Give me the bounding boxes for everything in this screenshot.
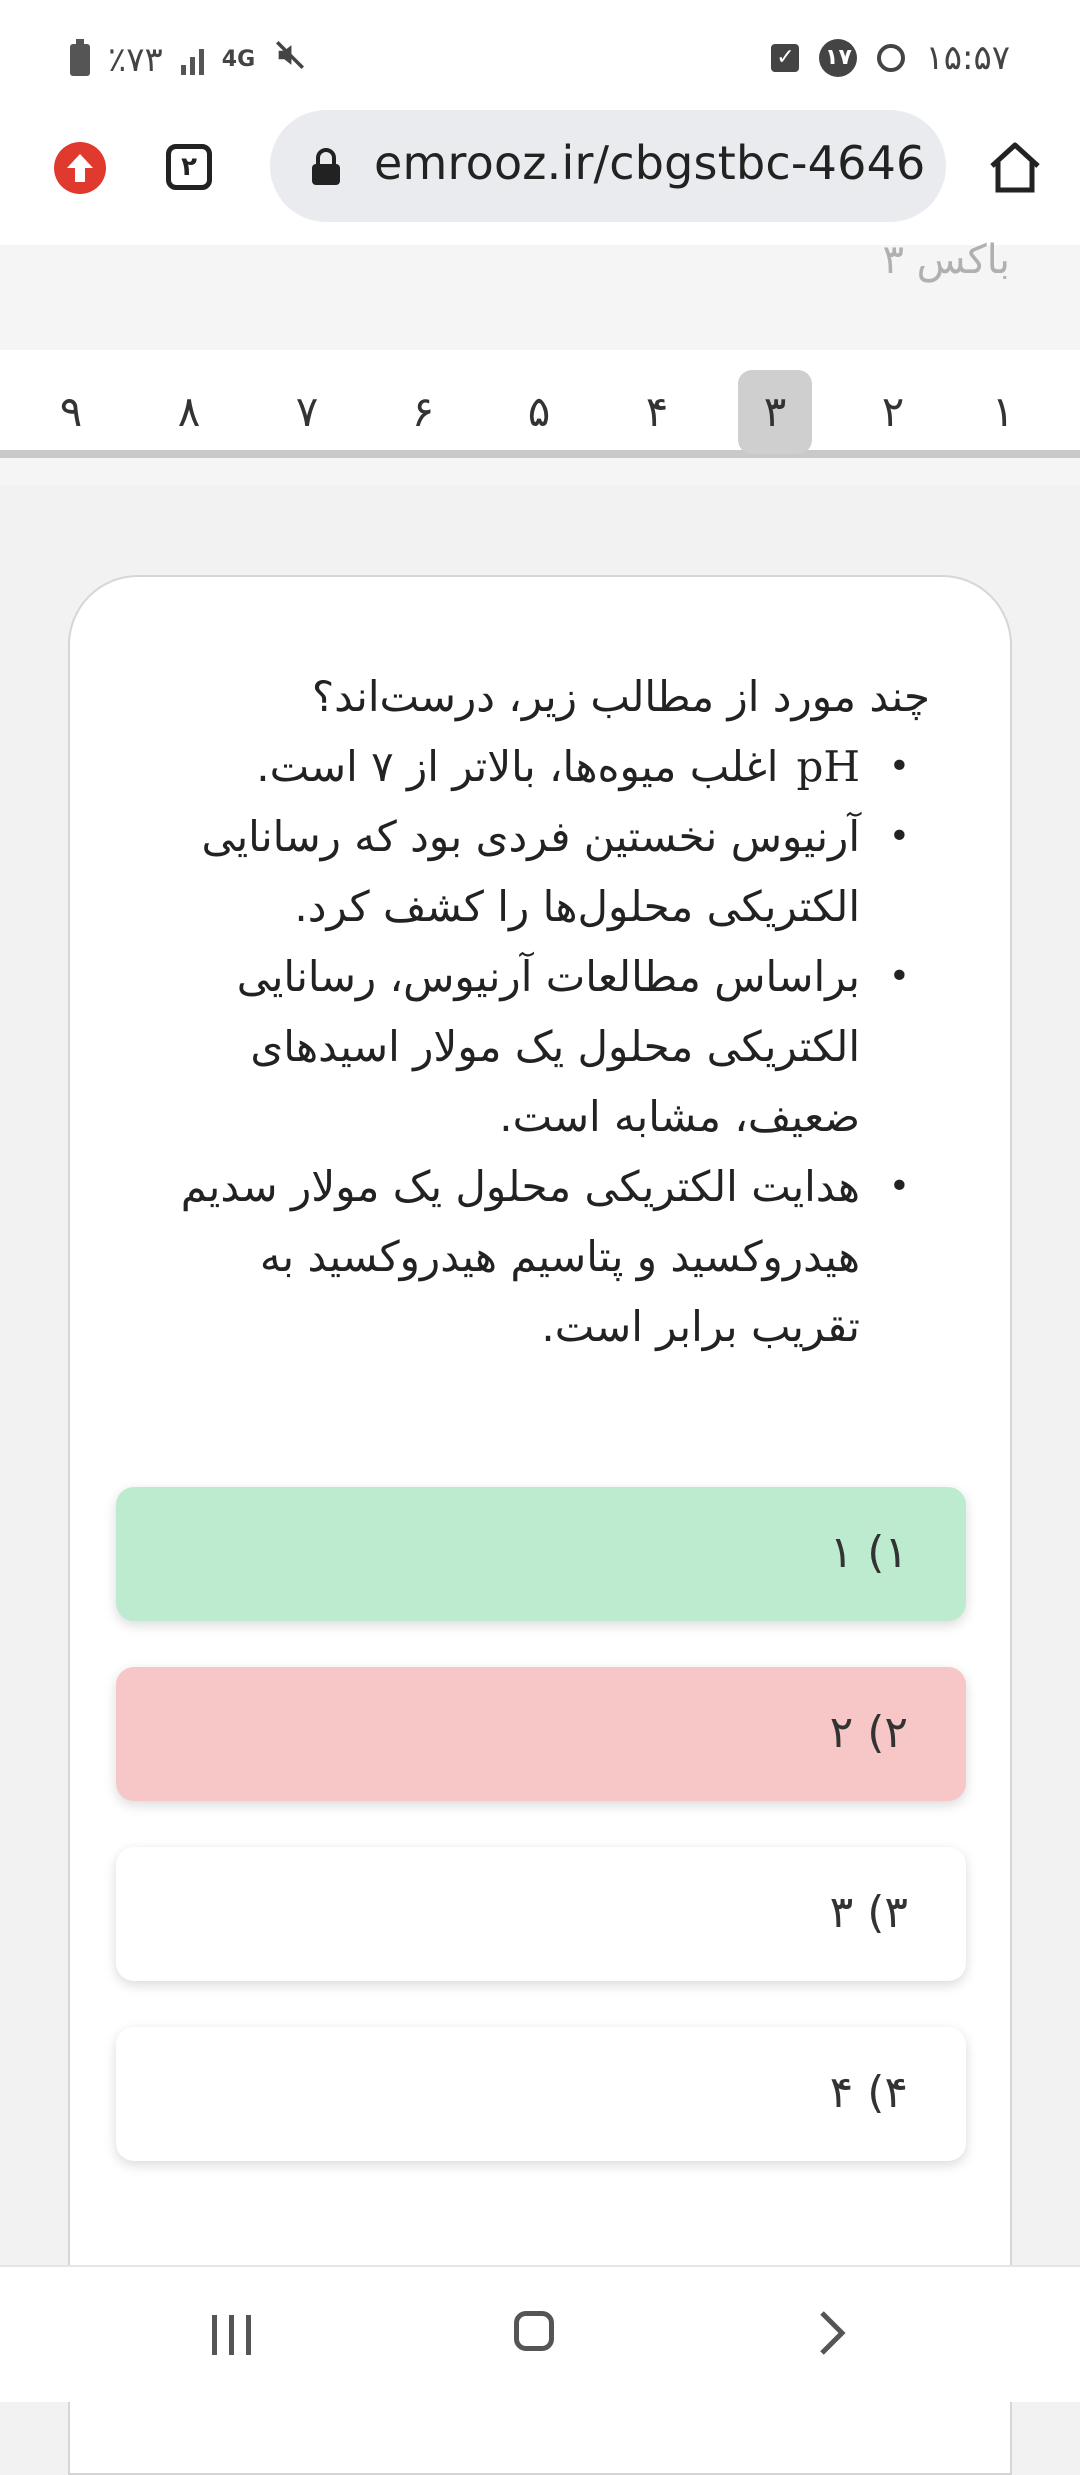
tab-5[interactable]: ۵ xyxy=(527,387,551,436)
recents-icon[interactable] xyxy=(212,2315,251,2355)
option-1-correct[interactable] xyxy=(116,1487,966,1621)
box-header xyxy=(0,237,1080,485)
tab-6[interactable]: ۶ xyxy=(411,387,435,436)
tab-9[interactable]: ۹ xyxy=(59,387,83,436)
statement-4: • هدایت الکتریکی محلول یک مولار سدیم هیدروکسید و پتاسیم هیدروکسید به تقریب برابر است. xyxy=(150,1152,930,1362)
stopwatch-icon xyxy=(877,44,905,72)
statement-1 xyxy=(150,732,930,802)
status-bar xyxy=(0,0,1080,110)
status-left xyxy=(70,38,307,81)
statement-2: • آرنیوس نخستین فردی بود که رسانایی الکتریکی محلول‌ها را کشف کرد. xyxy=(150,802,930,942)
network-type: 4G xyxy=(221,47,256,72)
back-icon[interactable] xyxy=(818,2309,848,2361)
statement-3: • براساس مطالعات آرنیوس، رسانایی الکتریکی محلول یک مولار اسیدهای ضعیف، مشابه است. xyxy=(150,942,930,1152)
upload-arrow-icon[interactable] xyxy=(54,142,106,194)
signal-icon xyxy=(181,45,204,75)
tab-4[interactable]: ۴ xyxy=(645,387,669,436)
tab-8[interactable]: ۸ xyxy=(177,387,201,436)
tab-2[interactable]: ۲ xyxy=(881,387,905,436)
option-4-label: ۴) ۴ xyxy=(829,2067,908,2118)
home-icon[interactable] xyxy=(986,140,1044,200)
ph-symbol: pH xyxy=(796,742,860,791)
question-text xyxy=(150,662,930,1362)
notification-count-badge: ۱۷ xyxy=(819,39,857,77)
address-bar[interactable] xyxy=(270,110,946,222)
lock-icon xyxy=(310,148,342,190)
url-text: emrooz.ir/cbgstbc-4646 xyxy=(374,136,926,190)
statement-list xyxy=(150,732,930,1362)
option-1-label: ۱) ۱ xyxy=(829,1527,908,1578)
nav-home-icon[interactable] xyxy=(514,2311,554,2351)
tab-3-active[interactable]: ۳ xyxy=(738,370,812,454)
mute-icon xyxy=(273,38,307,81)
question-title: چند مورد از مطالب زیر، درست‌اند؟ xyxy=(311,672,930,721)
statement-1-text: اغلب میوه‌ها، بالاتر از ۷ است. xyxy=(256,742,779,791)
tab-1[interactable]: ۱ xyxy=(991,387,1015,436)
clock: ۱۵:۵۷ xyxy=(925,38,1010,78)
battery-icon xyxy=(70,44,90,76)
tab-switcher-button[interactable]: ۲ xyxy=(166,144,212,190)
option-3-label: ۳) ۳ xyxy=(829,1887,908,1938)
option-2-wrong[interactable] xyxy=(116,1667,966,1801)
option-2-label: ۲) ۲ xyxy=(829,1707,908,1758)
tab-7[interactable]: ۷ xyxy=(295,387,319,436)
checkbox-notification-icon: ✓ xyxy=(771,44,799,72)
option-4[interactable] xyxy=(116,2027,966,2161)
question-card xyxy=(68,575,1012,2475)
box-title: باکس ۳ xyxy=(882,237,1010,283)
question-number-tabs xyxy=(0,350,1080,458)
battery-level: ٪۷۳ xyxy=(108,39,163,80)
browser-toolbar xyxy=(0,110,1080,247)
system-navigation-bar xyxy=(0,2265,1080,2402)
option-3[interactable] xyxy=(116,1847,966,1981)
status-right xyxy=(771,38,1010,78)
